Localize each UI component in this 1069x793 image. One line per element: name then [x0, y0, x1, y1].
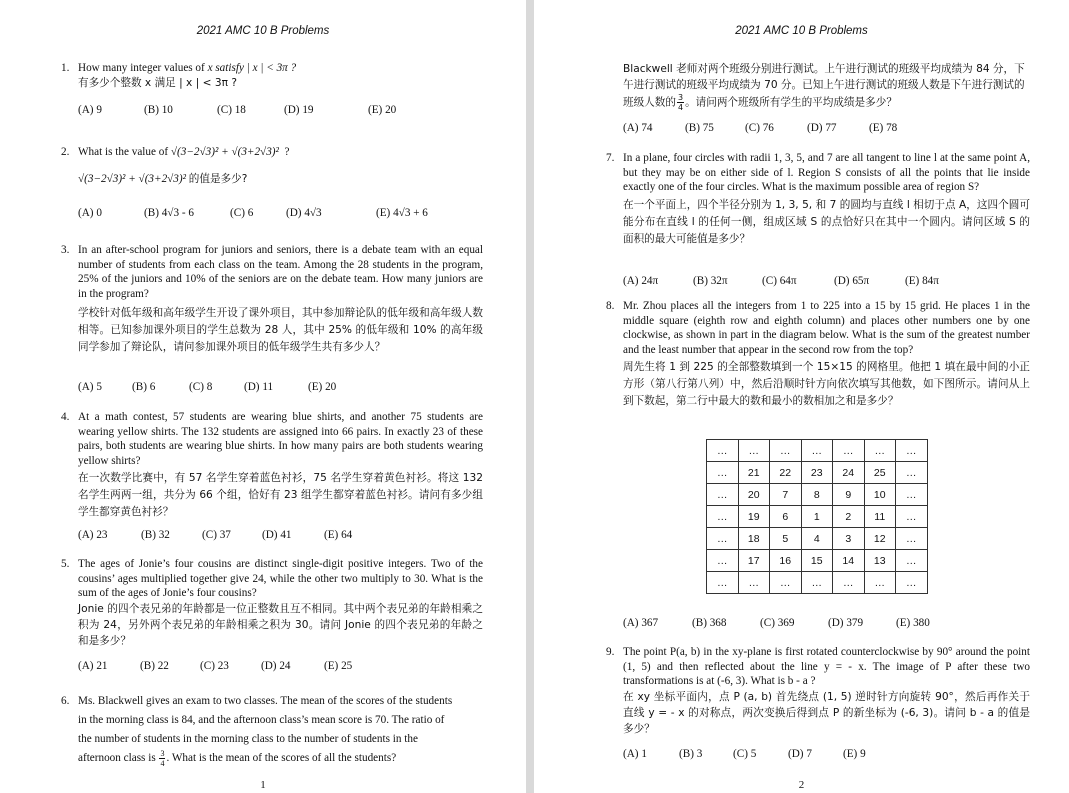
grid-row [707, 572, 928, 594]
grid-cell: 14 [833, 550, 865, 572]
choice-d: (D) 379 [828, 617, 864, 629]
grid-cell: 9 [833, 484, 865, 506]
choice-e: (E) 84π [905, 275, 939, 287]
choice-b: (B) 32π [693, 275, 728, 287]
choice-a: (A) 1 [623, 748, 647, 760]
question-text-cn: 周先生将 1 到 225 的全部整数填到一个 15×15 的网格里。他把 1 填在最中间的小正方形（第八行第八列）中，然后沿顺时针方向依次填写其他数，如下图所示。请问从上到下数起，第二行中最大的数和最小的数相加之和是多少？ [623, 361, 1030, 408]
grid-row [707, 506, 928, 528]
grid-cell: 22 [770, 462, 802, 484]
choice-e: (E) 4√3 + 6 [376, 207, 428, 219]
grid-cell: 4 [801, 528, 833, 550]
grid-cell: 19 [738, 506, 770, 528]
grid-cell: … [707, 572, 739, 594]
grid-cell: 16 [770, 550, 802, 572]
question-6-cn: Blackwell 老师对两个班级分别进行测试。上午进行测试的班级平均成绩为 84 分，下午进行测试的班级平均成绩为 70 分。已知上午进行测试的班级人数是下午进行测试的班级人数的 $\frac{3}{4}$。请问两个班级所有学生的平均成绩是多少？ [623, 63, 1025, 112]
question-text-cn: 有多少个整数 x 满足 | x | < 3π ? [78, 76, 237, 89]
grid-cell: … [896, 528, 928, 550]
grid-cell: 21 [738, 462, 770, 484]
choice-b: (B) 6 [132, 381, 156, 393]
question-text-cn: 在 xy 坐标平面内，点 P (a, b) 首先绕点 (1, 5) 逆时针方向旋转 90°，然后再作关于直线 y = - x 的对称点，两次变换后得到点 P 的新坐标为 (-6, 3)。请问 b - a 的值是多少？ [623, 690, 1030, 735]
grid-cell: … [770, 572, 802, 594]
grid-cell: 11 [864, 506, 896, 528]
choice-d: (D) 41 [262, 529, 292, 541]
question-number: 2. [61, 146, 70, 158]
grid-cell: … [864, 572, 896, 594]
choice-d: (D) 19 [284, 104, 314, 116]
question-9 [606, 645, 1030, 737]
grid-cell: … [707, 484, 739, 506]
grid-cell: … [896, 550, 928, 572]
choice-b: (B) 22 [140, 660, 169, 672]
question-text-en: What is the value of √(3−2√3)² + √(3+2√3)² ? [78, 146, 290, 158]
grid-cell: … [896, 484, 928, 506]
page-header: 2021 AMC 10 B Problems [735, 25, 868, 37]
choice-a: (A) 5 [78, 381, 102, 393]
question-text-cn: 在一个平面上，四个半径分别为 1, 3, 5, 和 7 的圆均与直线 l 相切于点 A，这四个圆可能分布在直线 l 的任何一侧，组成区域 S 的点恰好只在其中一个圆内。请问区域 S 的面积的最大可能值是多少？ [623, 198, 1030, 245]
choice-c: (C) 5 [733, 748, 757, 760]
question-number: 7. [606, 152, 615, 164]
grid-cell: 20 [738, 484, 770, 506]
choice-c: (C) 23 [200, 660, 229, 672]
grid-cell: 2 [833, 506, 865, 528]
choice-c: (C) 8 [189, 381, 213, 393]
grid-cell: … [833, 572, 865, 594]
grid-row [707, 528, 928, 550]
choice-a: (A) 24π [623, 275, 659, 287]
grid-cell: 24 [833, 462, 865, 484]
number-grid [706, 439, 928, 594]
choice-e: (E) 64 [324, 529, 353, 541]
grid-cell: … [896, 440, 928, 462]
page-number: 1 [260, 779, 266, 791]
grid-cell: 15 [801, 550, 833, 572]
page-divider [526, 0, 534, 793]
grid-cell: 1 [801, 506, 833, 528]
grid-row [707, 462, 928, 484]
question-text-cn: 在一次数学比赛中，有 57 名学生穿着蓝色衬衫，75 名学生穿着黄色衬衫。将这 132 名学生两两一组，共分为 66 个组，恰好有 23 组学生都穿着蓝色衬衫。请问有多少组学生都穿黄色衬衫？ [78, 472, 483, 519]
question-number: 5. [61, 558, 70, 570]
grid-cell: … [896, 462, 928, 484]
grid-cell: … [707, 462, 739, 484]
question-text-en: Mr. Zhou places all the integers from 1 to 225 into a 15 by 15 grid. He places 1 in the middle square (eighth row and eighth column) and places other numbers one by one clockwise, as shown in part in the diagram below. What is the sum of the greatest number and the least number that appear in the second row from the top? [623, 300, 1030, 356]
grid-cell: … [801, 572, 833, 594]
grid-cell: 3 [833, 528, 865, 550]
page-number: 2 [798, 779, 805, 791]
question-5 [61, 557, 483, 649]
choice-a: (A) 0 [78, 207, 102, 219]
grid-cell: … [896, 572, 928, 594]
grid-row [707, 550, 928, 572]
question-number: 6. [61, 695, 70, 707]
question-text-en-line2: in the morning class is 84, and the afternoon class’s mean score is 70. The ratio of [78, 714, 445, 726]
question-7 [606, 151, 1030, 248]
page-2 [534, 0, 1069, 793]
question-3 [61, 243, 483, 356]
choice-c: (C) 76 [745, 122, 774, 134]
fraction: $\frac{3}{4}$ [160, 749, 165, 768]
grid-cell: 6 [770, 506, 802, 528]
grid-cell: … [707, 506, 739, 528]
grid-cell: 13 [864, 550, 896, 572]
question-2 [61, 145, 483, 186]
question-number: 4. [61, 411, 70, 423]
grid-cell: 10 [864, 484, 896, 506]
choice-d: (D) 77 [807, 122, 837, 134]
choice-e: (E) 25 [324, 660, 353, 672]
grid-cell: 25 [864, 462, 896, 484]
grid-cell: … [864, 440, 896, 462]
grid-cell: … [770, 440, 802, 462]
choice-a: (A) 21 [78, 660, 108, 672]
choice-b: (B) 75 [685, 122, 714, 134]
choice-d: (D) 24 [261, 660, 291, 672]
choice-c: (C) 64π [762, 275, 797, 287]
question-number: 8. [606, 300, 615, 312]
choice-a: (A) 23 [78, 529, 108, 541]
question-text-en-line1: Ms. Blackwell gives an exam to two classes. The mean of the scores of the students [78, 695, 453, 707]
choice-a: (A) 74 [623, 122, 653, 134]
choice-c: (C) 6 [230, 207, 254, 219]
choice-b: (B) 10 [144, 104, 173, 116]
choice-d: (D) 7 [788, 748, 812, 760]
grid-row [707, 484, 928, 506]
choice-d: (D) 65π [834, 275, 870, 287]
question-text-en: In a plane, four circles with radii 1, 3, 5, and 7 are all tangent to line l at the same point A, but they may be on either side of l. Region S consists of all the points that lie inside exactly one of the four circles. What is the maximum possible area of region S? [623, 152, 1030, 194]
grid-cell: 18 [738, 528, 770, 550]
question-text-en: How many integer values of x satisfy | x | < 3π ? [78, 62, 297, 74]
question-text-cn: Jonie 的四个表兄弟的年龄都是一位正整数且互不相同。其中两个表兄弟的年龄相乘之积为 24，另外两个表兄弟的年龄相乘之积为 30。请问 Jonie 的四个表兄弟的年龄之和是多少？ [78, 602, 483, 647]
choice-e: (E) 20 [308, 381, 337, 393]
grid-cell: 5 [770, 528, 802, 550]
choice-b: (B) 4√3 - 6 [144, 207, 194, 219]
page-1 [0, 0, 526, 793]
question-number: 9. [606, 646, 615, 658]
grid-cell: … [738, 572, 770, 594]
choice-c: (C) 18 [217, 104, 246, 116]
fraction: $\frac{3}{4}$ [677, 93, 684, 112]
question-text-en: In an after-school program for juniors and seniors, there is a debate team with an equal number of students from each class on the team. Among the 28 students in the program, 25% of the juniors and 10% of the seniors are on the debate team. How many juniors are in the program? [78, 244, 483, 300]
grid-cell: … [801, 440, 833, 462]
choice-c: (C) 37 [202, 529, 231, 541]
grid-cell: 12 [864, 528, 896, 550]
question-text-en: At a math contest, 57 students are wearing blue shirts, and another 75 students are wearing yellow shirts. The 132 students are assigned into 66 pairs. In exactly 23 of these pairs, both students are wearing blue shirts. In how many pairs are both students wearing yellow shirts? [78, 411, 483, 467]
question-6 [61, 692, 483, 768]
choice-e: (E) 380 [896, 617, 930, 629]
grid-cell: … [707, 550, 739, 572]
radical-expression: √(3−2√3)² + √(3+2√3)² [170, 146, 279, 158]
grid-cell: 23 [801, 462, 833, 484]
choice-e: (E) 20 [368, 104, 397, 116]
grid-cell: … [896, 506, 928, 528]
choice-e: (E) 9 [843, 748, 866, 760]
question-number: 3. [61, 244, 70, 256]
grid-cell: … [738, 440, 770, 462]
choice-a: (A) 367 [623, 617, 659, 629]
question-text-en-line3: the number of students in the morning class to the number of students in the [78, 733, 418, 745]
choice-a: (A) 9 [78, 104, 102, 116]
grid-cell: … [707, 440, 739, 462]
choice-b: (B) 368 [692, 617, 727, 629]
question-text-cn: 学校针对低年级和高年级学生开设了课外项目，其中参加辩论队的低年级和高年级人数相等。已知参加课外项目的学生总数为 28 人，其中 25% 的低年级和 10% 的高年级同学参加了辩论队，请问参加课外项目的低年级学生共有多少人？ [78, 307, 483, 354]
question-4 [61, 410, 483, 521]
choice-e: (E) 78 [869, 122, 898, 134]
question-text-en: The ages of Jonie’s four cousins are distinct single-digit positive integers. Two of the cousins’ ages multiplied together give 24, while the other two multiply to 30. What is the sum of the ages of Jonie’s four cousins? [78, 558, 483, 600]
page-header: 2021 AMC 10 B Problems [196, 25, 330, 37]
grid-row [707, 440, 928, 462]
choice-b: (B) 3 [679, 748, 703, 760]
choice-c: (C) 369 [760, 617, 795, 629]
grid-cell: … [707, 528, 739, 550]
question-text-en: The point P(a, b) in the xy-plane is first rotated counterclockwise by 90° around the point (1, 5) and then reflected about the line y = - x. The image of P after these two transformations is at (-6, 3). What is b - a ? [623, 646, 1030, 688]
question-text-en-line4: afternoon class is $\frac{3}{4}$. What is the mean of the scores of all the students? [78, 749, 397, 768]
choice-d: (D) 11 [244, 381, 274, 393]
grid-cell: 8 [801, 484, 833, 506]
grid-cell: 17 [738, 550, 770, 572]
choice-b: (B) 32 [141, 529, 170, 541]
choice-d: (D) 4√3 [286, 207, 322, 219]
grid-cell: … [833, 440, 865, 462]
grid-cell: 7 [770, 484, 802, 506]
question-text-cn: √(3−2√3)² + √(3+2√3)² 的值是多少? [78, 172, 248, 185]
question-1 [61, 61, 483, 90]
question-number: 1. [61, 62, 70, 74]
question-8 [606, 299, 1030, 410]
